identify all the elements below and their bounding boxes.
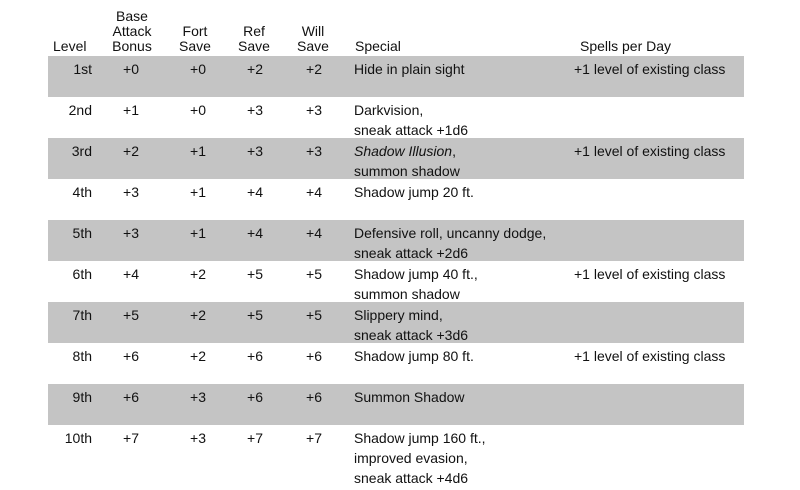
level-cell: 4th — [72, 184, 92, 200]
fort-save-cell: +3 — [190, 389, 206, 405]
level-cell: 8th — [72, 348, 92, 364]
level-cell: 7th — [72, 307, 92, 323]
table-row — [48, 56, 744, 97]
base-attack-cell: +0 — [123, 61, 139, 77]
base-attack-cell: +3 — [123, 225, 139, 241]
table-row — [48, 138, 744, 179]
table-row — [48, 261, 744, 302]
base-attack-cell: +2 — [123, 143, 139, 159]
level-cell: 5th — [72, 225, 92, 241]
special-cell: Slippery mind, sneak attack +3d6 — [354, 307, 469, 343]
fort-save-cell: +1 — [190, 143, 206, 159]
header-level: Level — [53, 38, 87, 54]
will-save-cell: +6 — [306, 389, 322, 405]
level-cell: 3rd — [71, 143, 92, 159]
ref-save-cell: +5 — [247, 266, 263, 282]
ref-save-cell: +3 — [247, 102, 263, 118]
special-cell: Shadow jump 160 ft., improved evasion, sneak attack +4d6 — [354, 430, 486, 486]
will-save-cell: +4 — [306, 225, 322, 241]
will-save-cell: +6 — [306, 348, 322, 364]
header-special: Special — [355, 38, 401, 54]
fort-save-cell: +2 — [190, 348, 206, 364]
will-save-cell: +7 — [306, 430, 322, 446]
fort-save-cell: +3 — [190, 430, 206, 446]
fort-save-cell: +0 — [190, 61, 206, 77]
special-text: , summon shadow — [354, 143, 460, 179]
special-cell: Shadow jump 40 ft., summon shadow — [354, 266, 478, 302]
fort-save-cell: +1 — [190, 225, 206, 241]
will-save-cell: +4 — [306, 184, 322, 200]
table-row — [48, 343, 744, 384]
spells-per-day-cell: +1 level of existing class — [574, 266, 726, 282]
fort-save-cell: +1 — [190, 184, 206, 200]
base-attack-cell: +5 — [123, 307, 139, 323]
table-row — [48, 384, 744, 425]
table-header — [0, 0, 800, 56]
ref-save-cell: +7 — [247, 430, 263, 446]
ref-save-cell: +5 — [247, 307, 263, 323]
special-cell: Hide in plain sight — [354, 61, 465, 77]
level-cell: 1st — [73, 61, 92, 77]
ref-save-cell: +6 — [247, 389, 263, 405]
spells-per-day-cell: +1 level of existing class — [574, 348, 726, 364]
base-attack-cell: +7 — [123, 430, 139, 446]
base-attack-cell: +1 — [123, 102, 139, 118]
ref-save-cell: +6 — [247, 348, 263, 364]
base-attack-cell: +3 — [123, 184, 139, 200]
level-cell: 6th — [72, 266, 92, 282]
special-italic-text: Shadow Illusion — [354, 143, 453, 159]
header-ref-save: Ref Save — [238, 23, 270, 54]
header-fort-save: Fort Save — [179, 23, 211, 54]
special-cell: Shadow jump 20 ft. — [354, 184, 474, 200]
ref-save-cell: +4 — [247, 184, 263, 200]
spells-per-day-cell: +1 level of existing class — [574, 143, 726, 159]
will-save-cell: +5 — [306, 307, 322, 323]
header-spells-per-day: Spells per Day — [580, 38, 672, 54]
special-cell: Summon Shadow — [354, 389, 465, 405]
base-attack-cell: +6 — [123, 348, 139, 364]
special-cell: Defensive roll, uncanny dodge, sneak attack +2d6 — [354, 225, 547, 261]
will-save-cell: +3 — [306, 102, 322, 118]
will-save-cell: +5 — [306, 266, 322, 282]
special-cell — [354, 141, 594, 181]
base-attack-cell: +4 — [123, 266, 139, 282]
header-base-attack-bonus: Base Attack Bonus — [112, 8, 152, 54]
table-row — [48, 179, 744, 220]
base-attack-cell: +6 — [123, 389, 139, 405]
table-row — [48, 302, 744, 343]
fort-save-cell: +0 — [190, 102, 206, 118]
fort-save-cell: +2 — [190, 307, 206, 323]
table-row — [48, 97, 744, 138]
level-cell: 2nd — [68, 102, 92, 118]
spells-per-day-cell: +1 level of existing class — [574, 61, 726, 77]
ref-save-cell: +4 — [247, 225, 263, 241]
level-cell: 9th — [72, 389, 92, 405]
special-cell: Darkvision, sneak attack +1d6 — [354, 102, 469, 138]
table-row — [48, 220, 744, 261]
header-will-save: Will Save — [297, 23, 329, 54]
ref-save-cell: +2 — [247, 61, 263, 77]
will-save-cell: +2 — [306, 61, 322, 77]
will-save-cell: +3 — [306, 143, 322, 159]
level-cell: 10th — [64, 430, 92, 446]
table-row — [48, 425, 744, 490]
special-cell: Shadow jump 80 ft. — [354, 348, 474, 364]
fort-save-cell: +2 — [190, 266, 206, 282]
ref-save-cell: +3 — [247, 143, 263, 159]
